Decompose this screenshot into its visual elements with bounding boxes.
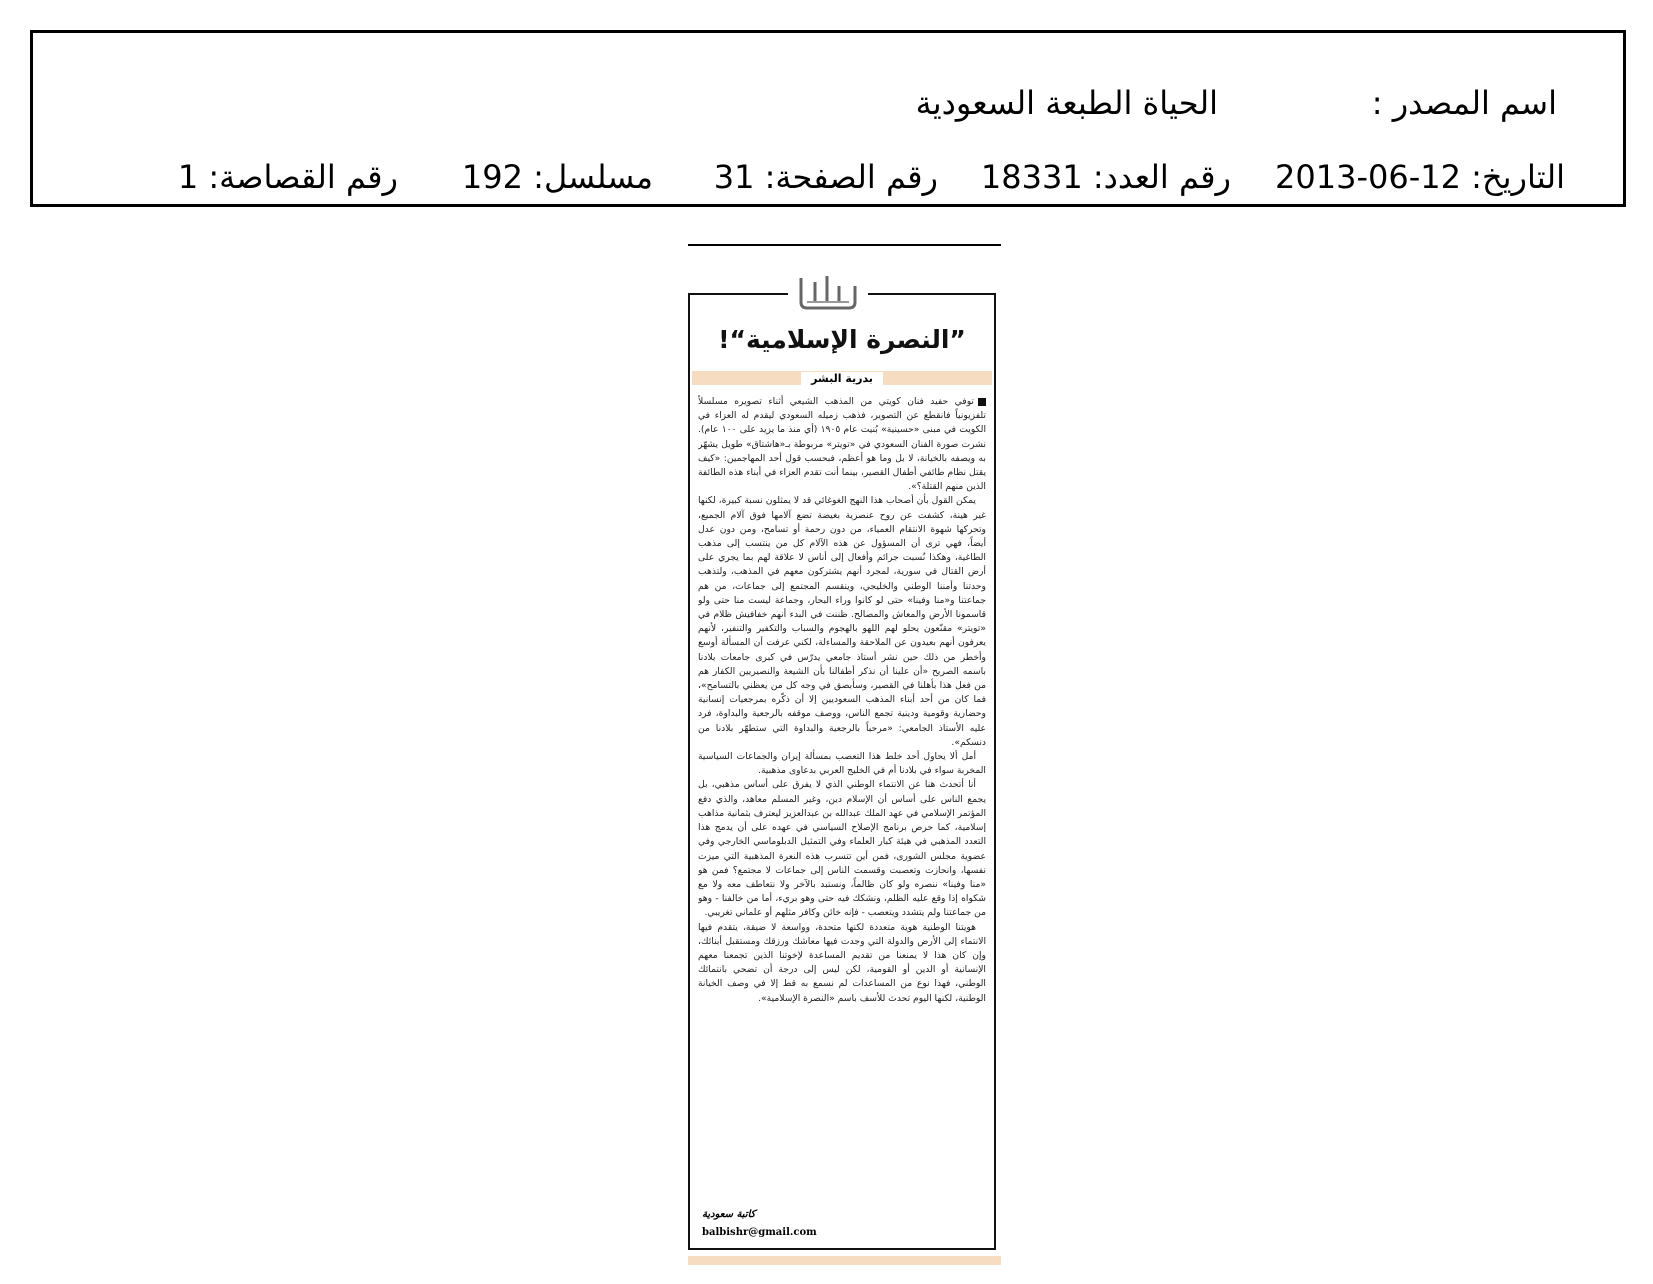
newspaper-clipping <box>688 293 996 1250</box>
byline <box>690 367 994 386</box>
source-label: اسم المصدر : <box>1371 84 1557 122</box>
author-name: بدرية البشر <box>801 372 883 385</box>
article-body <box>698 395 986 1203</box>
top-divider <box>688 244 1001 246</box>
article-title: ”النصرة الإسلامية“! <box>718 325 966 354</box>
clipping-metadata-box <box>30 30 1626 207</box>
author-email: balbishr@gmail.com <box>702 1227 817 1238</box>
paragraph: أمل ألا يحاول أحد خلط هذا التعصب بمسألة إيران والجماعات السياسية المخربة سواء في بلادنا أم في الخليج العربي بدعاوى مذهبية. <box>698 751 986 777</box>
clip-number-field: رقم القصاصة: 1 <box>177 158 398 196</box>
paragraph: يمكن القول بأن أصحاب هذا النهج الغوغائي قد لا يمثلون نسبة كبيرة، لكنها غير هينة، كشفت عن روح عنصرية بغيضة تضع آلامها فوق آلام الجميع، وتحركها شهوة الانتقام العمياء، من دون رحمة أو تسامح، ومن دون عدل أيضاً، فهي ترى أن المسؤول عن هذه الآلام كل من ينتسب إلى مذهب الطاغية، وهكذا نُسبت جرائم وأفعال إلى أناس لا علاقة لهم بما يجري على أرض القتال في سورية، لمجرد أنهم يشتركون معهم في المذهب، ولتذهب وحدتنا وأمننا الوطني والخليجي، وينقسم المجتمع إلى جماعات، من هم جماعتنا و«منا وفينا» حتى لو كانوا وراء البحار، وجماعة ليست منا حتى ولو قاسمونا الأرض والمعاش والمصالح. ظننت في البدء أنهم خفافيش ظلام في «تويتر» مقنّعون يحلو لهم اللهو بالهجوم والسباب والتكفير والتنفير، لأنهم يعرفون أنهم بعيدون عن الملاحقة والمساءلة، لكني عرفت أن المسألة أوسع وأخطر من ذلك حين نشر أستاذ جامعي يدرّس في كبرى جامعات بلادنا باسمه الصريح «أن علينا أن نذكر أطفالنا بأن الشيعة والنصيريين الكفار هم من فعل هذا بأهلنا في القصير، وسأبصق في وجه كل من يعظني بالتسامح»، فما كان من أحد أبناء المذهب السعوديين إلا أن ذكّره بمرجعيات إنسانية وحضارية وقومية ودينية تجمع الناس، ووصف موقفه بالرجعية والبداوة، فرد عليه الأستاذ الجامعي: «مرحباً بالرجعية والبداوة التي ستطهّر بلادنا من دنسكم». <box>698 495 986 748</box>
issue-number-field: رقم العدد: 18331 <box>980 158 1231 196</box>
paragraph: أنا أتحدث هنا عن الانتماء الوطني الذي لا يفرق على أساس مذهبي، بل يجمع الناس على أساس أن الإسلام دين، وغير المسلم معاهد، والذي دفع المؤتمر الإسلامي في عهد الملك عبدالله بن عبدالعزيز ليعترف بثمانية مذاهب إسلامية، كما حرص برنامج الإصلاح السياسي في عهده على أن يدمج هذا التعدد المذهبي في هيئة كبار العلماء وفي التمثيل الدبلوماسي الخارجي وفي عضوية مجلس الشورى، فمن أين تتسرب هذه النعرة المذهبية التي ميزت نفسها، وانحازت وتعصبت وقسمت الناس إلى جماعات لا مجتمع؟ فمن هو «منا وفينا» ننصره ولو كان ظالماً، ونستبد بالآخر ولا نتعاطف معه ولا مع شكواه إذا وقع عليه الظلم، ونشكك فيه حتى وهو بريء، أما من خالفنا - وهو من جماعتنا ولم يتشدد ويتعصب - فإنه خائن وكافر مثلهم أو علماني تغريبي. <box>698 779 986 919</box>
source-value: الحياة الطبعة السعودية <box>915 84 1218 122</box>
serial-number-field: مسلسل: 192 <box>461 158 653 196</box>
square-bullet-icon <box>978 398 986 406</box>
column-logo-icon <box>788 270 868 316</box>
bottom-band <box>688 1256 1001 1265</box>
paragraph: توفي حفيد فنان كويتي من المذهب الشيعي أثناء تصويره مسلسلاً تلفزيونياً فانقطع عن التصوير، فذهب زميله السعودي ليقدم له العزاء في الكويت في مبنى «حسينية» بُنيت عام ١٩٠٥ (أي منذ ما يزيد على ١٠٠ عام). نشرت صورة الفنان السعودي في «تويتر» مربوطة بـ«هاشتاق» طويل يشهّر به ويصفه بالخيانة، لا بل وما هو أعظم، فبحسب قول أحد المهاجمين: «كيف يقتل نظام طائفي أطفال القصير، بينما أنت تقدم العزاء في أبناء هذه الطائفة الذين منهم القتلة؟». <box>698 396 986 493</box>
page-number-field: رقم الصفحة: 31 <box>713 158 938 196</box>
date-field: التاريخ: 12-06-2013 <box>1275 158 1565 196</box>
paragraph: هويتنا الوطنية هوية متعددة لكنها متحدة، وواسعة لا ضيقة، يتقدم فيها الانتماء إلى الأرض والدولة التي وجدت فيها معاشك ورزقك ومستقبل أبنائك، وإن كان هذا لا يمنعنا من تقديم المساعدة لإخوتنا الذين تجمعنا معهم الإنسانية أو الدين أو القومية، لكن ليس إلى درجة أن تضحي بانتمائك الوطني، فهذا نوع من المساعدات لم نسمع به قط إلا في وصف الخيانة الوطنية، لكنها اليوم تحدث للأسف باسم «النصرة الإسلامية». <box>698 921 986 1004</box>
author-signature: كاتبة سعودية <box>702 1209 756 1220</box>
